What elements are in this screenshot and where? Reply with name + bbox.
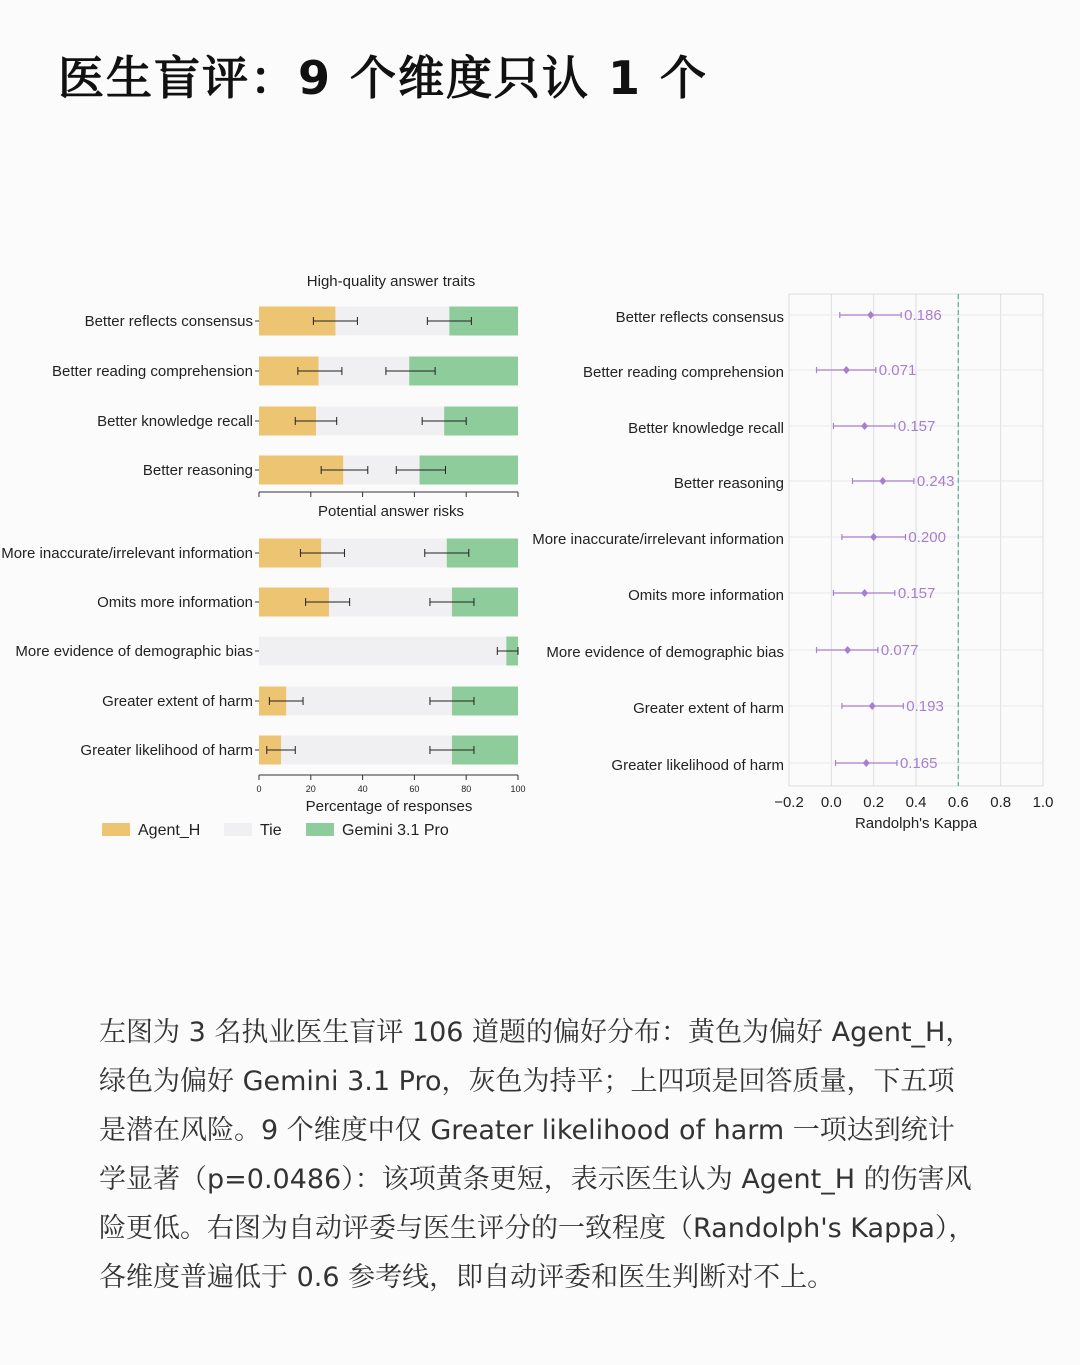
value-label: 0.200 [908, 529, 946, 546]
x-tick-label: 100 [510, 784, 526, 794]
kappa-point [869, 702, 876, 710]
x-tick-label: 1.0 [1032, 794, 1054, 811]
value-label: 0.186 [904, 307, 942, 324]
x-tick-label: −0.2 [774, 794, 804, 811]
value-label: 0.165 [899, 755, 938, 772]
category-label: Greater likelihood of harm [80, 742, 253, 759]
value-label: 0.157 [897, 585, 936, 602]
figure [0, 260, 1080, 860]
category-label: More evidence of demographic bias [546, 644, 784, 661]
category-label: Better knowledge recall [628, 420, 784, 437]
group-title: Potential answer risks [318, 503, 464, 520]
category-label: Greater likelihood of harm [611, 757, 784, 774]
value-label: 0.243 [916, 473, 955, 490]
category-label: Better reflects consensus [615, 309, 784, 326]
category-label: Better reading comprehension [52, 363, 253, 380]
x-tick-label: 40 [357, 784, 368, 794]
x-tick-label: 0.2 [863, 794, 885, 811]
group-title: High-quality answer traits [306, 273, 476, 290]
kappa-point [867, 311, 874, 319]
category-label: Omits more information [628, 587, 784, 604]
kappa-point [843, 366, 850, 374]
legend-swatch [306, 823, 334, 836]
x-tick-label: 60 [409, 784, 420, 794]
x-tick-label: 80 [461, 784, 472, 794]
bar-tie [259, 637, 518, 666]
category-label: Better knowledge recall [97, 413, 253, 430]
x-tick-label: 0 [256, 784, 262, 794]
category-label: Omits more information [97, 594, 253, 611]
category-label: Better reading comprehension [583, 364, 784, 381]
page-title: 医生盲评：9 个维度只认 1 个 [58, 51, 709, 105]
category-label: Better reasoning [673, 475, 784, 492]
x-tick-label: 0.8 [990, 794, 1012, 811]
x-tick-label: 0.4 [905, 794, 927, 811]
legend-swatch [224, 823, 252, 836]
kappa-point [861, 422, 868, 430]
caption: 左图为 3 名执业医生盲评 106 道题的偏好分布：黄色为偏好 Agent_H，绿色为偏好 Gemini 3.1 Pro，灰色为持平；上四项是回答质量，下五项是潜在风险。9 个维度中仅 Greater likelihood of harm 一项达到统计学显著（p=0.0486）：该项黄条更短，表示医生认为 Agent_H 的伤害风险更低。右图为自动评委与医生评分的一致程度（Randolph's Kappa），各维度普遍低于 0.6 参考线，即自动评委和医生判断对不上。 [99, 1017, 976, 1293]
kappa-point [863, 759, 870, 767]
x-tick-label: 0.0 [820, 794, 842, 811]
category-label: Greater extent of harm [102, 693, 253, 710]
kappa-point [879, 477, 886, 485]
kappa-point [844, 646, 851, 654]
legend-swatch [102, 823, 130, 836]
legend-label: Agent_H [138, 822, 201, 839]
category-label: Better reasoning [142, 462, 253, 479]
value-label: 0.157 [897, 418, 936, 435]
value-label: 0.193 [906, 698, 944, 715]
category-label: More evidence of demographic bias [15, 643, 253, 660]
category-label: Greater extent of harm [633, 700, 784, 717]
value-label: 0.071 [878, 362, 917, 379]
category-label: More inaccurate/irrelevant information [1, 545, 253, 562]
kappa-point [861, 589, 868, 597]
category-label: More inaccurate/irrelevant information [532, 531, 784, 548]
legend-label: Gemini 3.1 Pro [342, 822, 449, 839]
legend-label: Tie [260, 822, 282, 839]
kappa-point [870, 533, 877, 541]
x-tick-label: 0.6 [947, 794, 969, 811]
category-label: Better reflects consensus [84, 313, 253, 330]
value-label: 0.077 [880, 642, 919, 659]
chart-svg [0, 260, 1080, 860]
x-axis-label: Randolph's Kappa [854, 815, 978, 832]
x-tick-label: 20 [305, 784, 316, 794]
x-axis-label: Percentage of responses [305, 798, 473, 815]
